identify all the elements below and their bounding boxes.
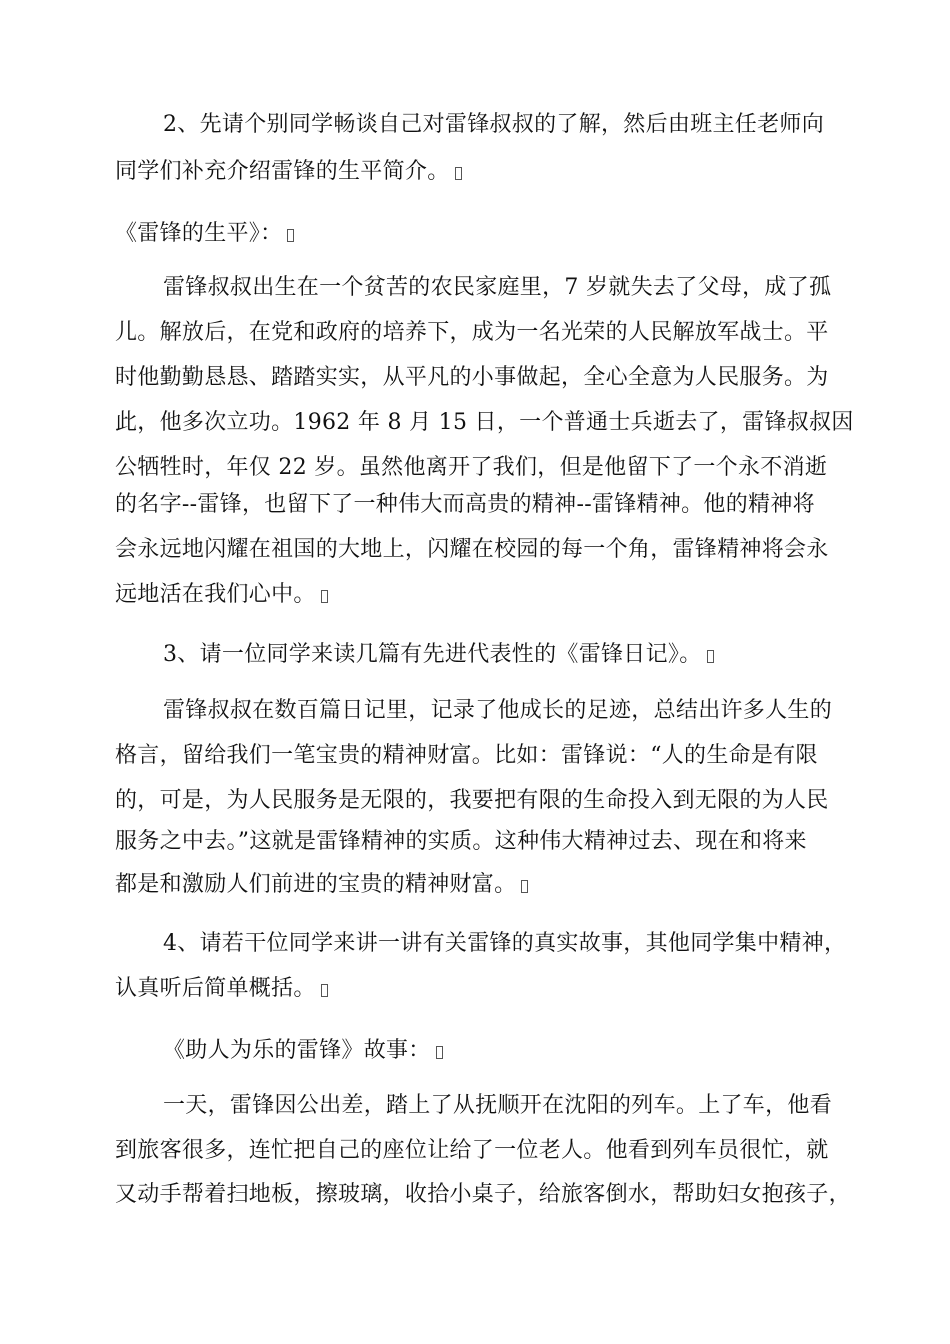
text-line: 雷锋叔叔在数百篇日记里，记录了他成长的足迹，总结出许多人生的 (163, 698, 833, 723)
text-line: 的名字--雷锋，也留下了一种伟大而高贵的精神--雷锋精神。他的精神将 (115, 492, 815, 517)
text-line: 都是和激励人们前进的宝贵的精神财富。 (115, 870, 528, 900)
text-line: 到旅客很多，连忙把自己的座位让给了一位老人。他看到列车员很忙，就 (115, 1138, 829, 1163)
paragraph-mark-icon (321, 984, 328, 997)
text-line: 时他勤勤恳恳、踏踏实实，从平凡的小事做起，全心全意为人民服务。为 (115, 365, 829, 390)
section-title: 《助人为乐的雷锋》故事： (163, 1036, 443, 1066)
text-line: 2、先请个别同学畅谈自己对雷锋叔叔的了解，然后由班主任老师向 (163, 112, 824, 137)
paragraph-mark-icon (521, 880, 528, 893)
text-line: 同学们补充介绍雷锋的生平简介。 (115, 157, 462, 187)
section-title: 《雷锋的生平》： (115, 219, 294, 249)
paragraph-mark-icon (455, 167, 462, 180)
text-line: 雷锋叔叔出生在一个贫苦的农民家庭里，7 岁就失去了父母，成了孤 (163, 275, 832, 300)
paragraph-mark-icon (436, 1046, 443, 1059)
text-line: 4、请若干位同学来讲一讲有关雷锋的真实故事，其他同学集中精神， (163, 931, 847, 956)
text-line: 认真听后简单概括。 (115, 974, 328, 1004)
text-line: 儿。解放后，在党和政府的培养下，成为一名光荣的人民解放军战士。平 (115, 320, 829, 345)
text-line: 远地活在我们心中。 (115, 580, 328, 610)
paragraph-mark-icon (707, 650, 714, 663)
text-line: 此，他多次立功。1962 年 8 月 15 日，一个普通士兵逝去了，雷锋叔叔因 (115, 410, 854, 435)
text-line: 格言，留给我们一笔宝贵的精神财富。比如：雷锋说：“人的生命是有限 (115, 743, 818, 768)
text-line: 一天，雷锋因公出差，踏上了从抚顺开在沈阳的列车。上了车，他看 (163, 1093, 833, 1118)
paragraph-mark-icon (287, 229, 294, 242)
text-line: 公牺牲时，年仅 22 岁。虽然他离开了我们，但是他留下了一个永不消逝 (115, 455, 828, 480)
text-line: 的，可是，为人民服务是无限的，我要把有限的生命投入到无限的为人民 (115, 788, 829, 813)
text-line: 会永远地闪耀在祖国的大地上，闪耀在校园的每一个角，雷锋精神将会永 (115, 537, 829, 562)
text-line: 3、请一位同学来读几篇有先进代表性的《雷锋日记》。 (163, 640, 714, 670)
paragraph-mark-icon (321, 590, 328, 603)
text-line: 又动手帮着扫地板，擦玻璃，收拾小桌子，给旅客倒水，帮助妇女抱孩子， (115, 1182, 851, 1207)
text-line: 服务之中去。”这就是雷锋精神的实质。这种伟大精神过去、现在和将来 (115, 829, 807, 854)
